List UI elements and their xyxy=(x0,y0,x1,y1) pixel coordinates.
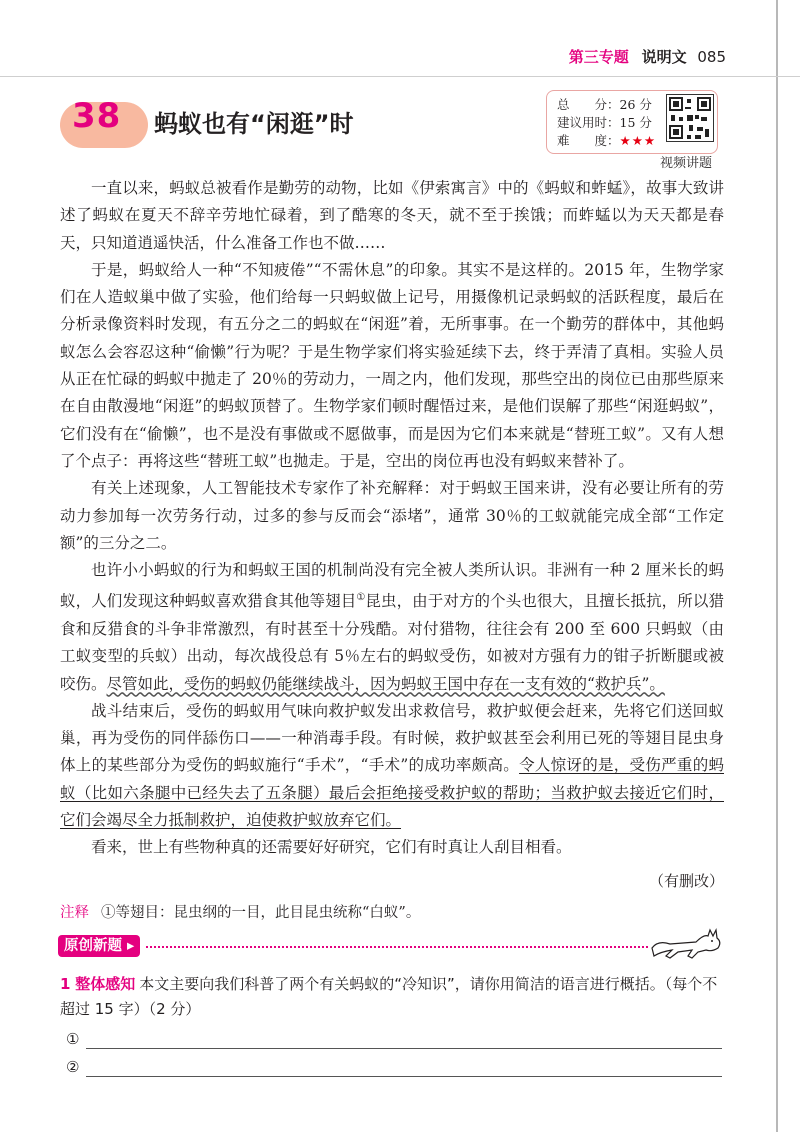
section-label: 第三专题 xyxy=(568,48,629,66)
answer-marker-1: ① xyxy=(66,1030,80,1048)
score-info: 总 分：26 分 xyxy=(557,97,652,112)
article-paragraph xyxy=(60,475,724,557)
question-number: 1 xyxy=(60,975,71,993)
header-divider xyxy=(0,76,800,77)
question-1 xyxy=(60,972,726,1022)
question-category: 整体感知 xyxy=(75,975,136,993)
lesson-title: 蚂蚁也有“闲逛”时 xyxy=(154,110,354,138)
article-body xyxy=(60,175,724,862)
genre-label: 说明文 xyxy=(641,48,687,66)
running-head xyxy=(569,46,726,67)
paragraph-text: 于是，蚂蚁给人一种“不知疲倦”“不需休息”的印象。其实不是这样的。2015 年，生物学家们在人造蚁巢中做了实验，他们给每一只蚂蚁做上记号，用摄像机记录蚂蚁的活跃程度，最后在分析录像资料时发现，有五分之二的蚂蚁在“闲逛”着，无所事事。在一个勤劳的群体中，其他蚂蚁怎么会容忍这种“偷懒”行为呢？于是生物学家们将实验延续下去，终于弄清了真相。实验人员从正在忙碌的蚂蚁中拋走了 20％的劳动力，一周之内，他们发现，那些空出的岗位已由那些原来在自由散漫地“闲逛”的蚂蚁顶替了。生物学家们顿时醒悟过来，是他们误解了那些“闲逛蚂蚁”，它们没有在“偷懒”，也不是没有事做或不愿做事，而是因为它们本来就是“替班工蚁”。又有人想了个点子：再将这些“替班工蚁”也拋走。于是，空出的岗位再也没有蚂蚁来替补了。 xyxy=(60,260,724,470)
question-text: 本文主要向我们科普了两个有关蚂蚁的“冷知识”，请你用简洁的语言进行概括。（每个不超过 15 字）（2 分） xyxy=(60,975,718,1018)
cat-illustration-icon xyxy=(648,926,724,962)
paragraph-text: 一直以来，蚂蚁总被看作是勤劳的动物，比如《伊索寓言》中的《蚂蚁和蚱蜢》，故事大致讲述了蚂蚁在夏天不辞辛劳地忙碌着，到了酷寒的冬天，就不至于挨饿；而蚱蜢以为天天都是春天，只知道逍遥快活，什么准备工作也不做…… xyxy=(60,179,724,252)
article-paragraph xyxy=(60,257,724,475)
page-number: 085 xyxy=(697,48,726,66)
page-edge xyxy=(776,0,778,1132)
video-lecture-label: 视频讲题 xyxy=(660,156,713,171)
footnote xyxy=(60,901,420,922)
paragraph-text: 有关上述现象，人工智能技术专家作了补充解释：对于蚂蚁王国来讲，没有必要让所有的劳动力参加每一次劳务行动，过多的参与反而会“添堵”，通常 30％的工蚁就能完成全部“工作定额”的三分之二。 xyxy=(60,479,724,552)
answer-line-2[interactable] xyxy=(86,1076,722,1077)
answer-line-1[interactable] xyxy=(86,1048,722,1049)
emphasized-sentence: 令人惊讶的是，受伤严重的蚂蚁（比如六条腿中已经失去了五条腿）最后会拒绝接受救护蚁的帮助；当救护蚁去接近它们时，它们会竭尽全力抵制救护，迫使救护蚁放弃它们。 xyxy=(60,756,724,829)
lesson-number: 38 xyxy=(72,96,122,136)
article-paragraph xyxy=(60,834,724,861)
emphasized-sentence: 尽管如此，受伤的蚂蚁仍能继续战斗，因为蚂蚁王国中存在一支有效的“救护兵”。 xyxy=(106,674,665,693)
difficulty-info xyxy=(557,131,656,149)
paragraph-text: 战斗结束后，受伤的蚂蚁用气味向救护蚁发出求救信号，救护蚁便会赶来，先将它们送回蚁巢，再为受伤的同伴舔伤口——一种消毒手段。有时候，救护蚁甚至会利用已死的等翅目昆虫身体上的某些部分为受伤的蚂蚁施行“手术”，“手术”的成功率颇高。 xyxy=(60,701,724,775)
footnote-label: 注释 xyxy=(60,905,89,921)
qr-code-icon[interactable] xyxy=(666,94,714,142)
footnote-text: ①等翅目：昆虫纲的一目，此目昆虫统称“白蚁”。 xyxy=(101,905,421,921)
paragraph-text: 看来，世上有些物种真的还需要好好研究，它们有时真让人刮目相看。 xyxy=(91,838,572,857)
difficulty-label: 难 度： xyxy=(557,133,620,148)
footnote-marker: ① xyxy=(356,592,366,604)
difficulty-stars: ★★★ xyxy=(619,133,657,148)
paragraph-text: 也许小小蚂蚁的行为和蚂蚁王国的机制尚没有完全被人类所认识。非洲有一种 2 厘米长的蚂蚁，人们发现这种蚂蚁喜欢猎食其他等翅目 xyxy=(60,561,724,611)
source-note: （有删改） xyxy=(648,872,724,890)
section-banner-label: 原创新题 xyxy=(64,938,122,954)
section-banner: 原创新题 ▸ xyxy=(58,935,140,957)
paragraph-text: 昆虫，由于对方的个头也很大，且擅长抵抗，所以猎食和反猎食的斗争非常激烈，有时甚至十分残酷。对付猎物，往往会有 200 至 600 只蚂蚁（由工蚁变型的兵蚁）出动，每次战役总有 5％左右的蚂蚁受伤，如被对方强有力的钳子折断腿或被咬伤。 xyxy=(60,592,724,693)
section-divider xyxy=(146,946,648,948)
article-paragraph xyxy=(60,698,724,834)
answer-marker-2: ② xyxy=(66,1058,80,1076)
article-paragraph xyxy=(60,175,724,257)
time-info: 建议用时：15 分 xyxy=(557,115,652,130)
article-paragraph xyxy=(60,557,724,698)
